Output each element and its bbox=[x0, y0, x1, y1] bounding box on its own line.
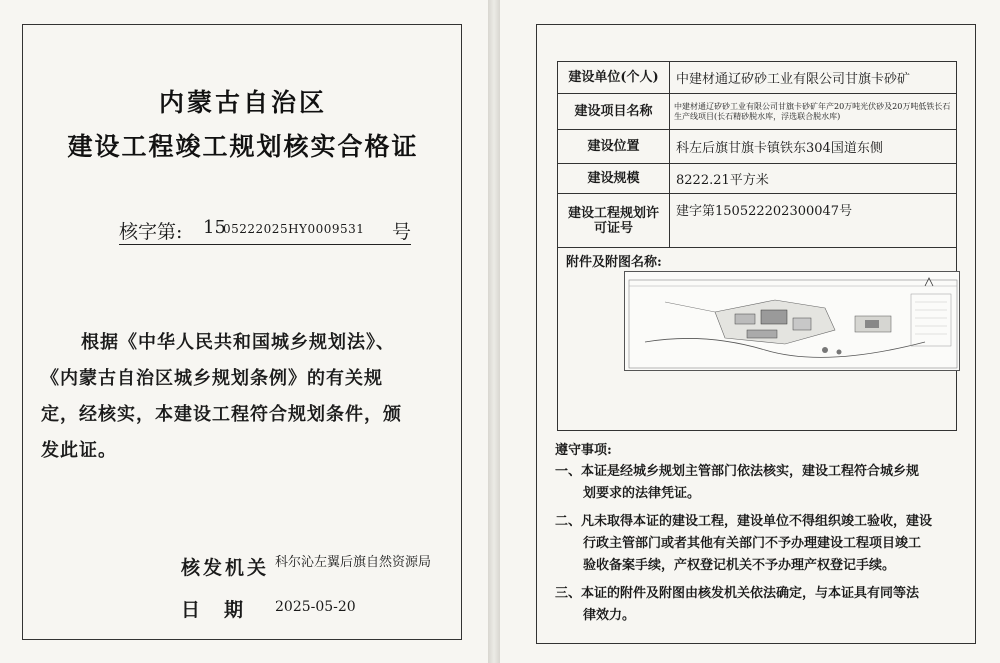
row-label-builder: 建设单位(个人) bbox=[558, 62, 670, 94]
right-page-frame bbox=[536, 24, 976, 644]
body-line: 《内蒙古自治区城乡规划条例》的有关规 bbox=[41, 368, 383, 389]
note-item bbox=[555, 583, 959, 627]
table-row bbox=[558, 164, 957, 194]
row-value-location: 科左后旗甘旗卡镇铁东304国道东侧 bbox=[670, 130, 957, 164]
date-label: 日期 bbox=[181, 599, 268, 621]
table-row bbox=[558, 194, 957, 248]
note-line: 划要求的法律凭证。 bbox=[583, 486, 701, 501]
title-certificate: 建设工程竣工规划核实合格证 bbox=[67, 132, 419, 161]
table-row bbox=[558, 62, 957, 94]
note-line: 一、本证是经城乡规划主管部门依法核实，建设工程符合城乡规 bbox=[555, 464, 920, 479]
left-page-frame bbox=[22, 24, 462, 640]
row-value-scale: 8222.21平方米 bbox=[670, 164, 957, 194]
row-value-permit-no: 建字第150522202300047号 bbox=[670, 194, 957, 248]
notes-title: 遵守事项: bbox=[555, 443, 612, 458]
note-line: 验收备案手续，产权登记机关不予办理产权登记手续。 bbox=[583, 558, 896, 573]
site-plan-thumbnail bbox=[624, 271, 960, 371]
site-plan-drawing bbox=[625, 272, 961, 372]
row-value-project-name: 中建材通辽矽砂工业有限公司甘旗卡砂矿年产20万吨光伏砂及20万吨低铁长石生产线项目(长石精砂脱水库，浮选联合脱水库) bbox=[670, 94, 957, 130]
attachment-label: 附件及附图名称: bbox=[566, 255, 662, 270]
title-region: 内蒙古自治区 bbox=[158, 88, 327, 117]
table-row bbox=[558, 130, 957, 164]
certificate-number-label: 核字第: bbox=[119, 221, 183, 243]
certificate-number-suffix: 号 bbox=[391, 221, 411, 243]
right-page bbox=[500, 0, 1000, 663]
row-label-scale: 建设规模 bbox=[558, 164, 670, 194]
note-line: 二、凡未取得本证的建设工程，建设单位不得组织竣工验收，建设 bbox=[555, 514, 933, 529]
certificate-number-value: 05222025HY0009531 bbox=[223, 222, 365, 236]
row-label-location: 建设位置 bbox=[558, 130, 670, 164]
body-line: 定，经核实，本建设工程符合规划条件，颁 bbox=[41, 404, 402, 425]
body-line: 发此证。 bbox=[41, 440, 117, 461]
note-item bbox=[555, 461, 959, 505]
note-line: 律效力。 bbox=[583, 608, 636, 623]
row-value-builder: 中建材通辽矽砂工业有限公司甘旗卡砂矿 bbox=[670, 62, 957, 94]
attachment-box bbox=[557, 247, 957, 431]
issuer-value: 科尔沁左翼后旗自然资源局 bbox=[275, 555, 432, 570]
note-line: 三、本证的附件及附图由核发机关依法确定，与本证具有同等法 bbox=[555, 586, 920, 601]
issuer-label: 核发机关 bbox=[181, 557, 270, 579]
project-info-table bbox=[557, 61, 957, 248]
body-line: 根据《中华人民共和国城乡规划法》、 bbox=[81, 332, 395, 353]
row-label-permit-no: 建设工程规划许可证号 bbox=[558, 194, 670, 248]
table-row bbox=[558, 94, 957, 130]
certificate-body-text bbox=[41, 325, 451, 469]
certificate-number-prefix: 15 bbox=[203, 217, 226, 238]
row-label-project-name: 建设项目名称 bbox=[558, 94, 670, 130]
note-item bbox=[555, 511, 959, 577]
note-line: 行政主管部门或者其他有关部门不予办理建设工程项目竣工 bbox=[583, 536, 922, 551]
book-spine bbox=[488, 0, 500, 663]
left-page bbox=[0, 0, 488, 663]
certificate-number-row bbox=[119, 215, 411, 245]
date-value: 2025-05-20 bbox=[275, 599, 356, 615]
